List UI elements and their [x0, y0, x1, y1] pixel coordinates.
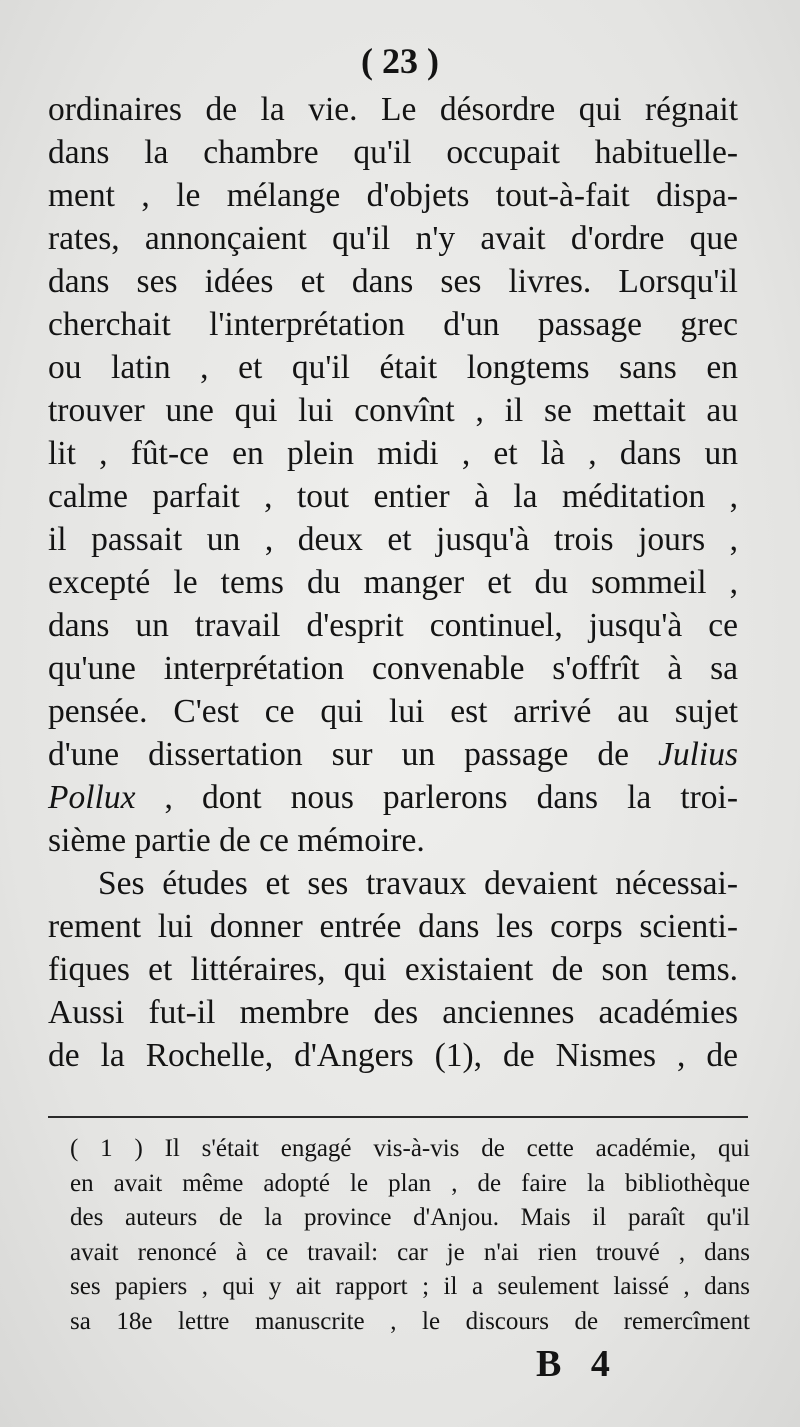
text-line: cherchait l'interprétation d'un passage grec [48, 306, 738, 343]
text-line: ordinaires de la vie. Le désordre qui régnait [48, 91, 738, 128]
footnote-line: ( 1 ) Il s'était engagé vis-à-vis de cette académie, qui [70, 1135, 750, 1162]
text-line-segment: , dont nous parlerons dans la troi- [135, 779, 738, 816]
italic-name: Julius [657, 736, 738, 773]
text-line [48, 776, 738, 819]
text-line: ou latin , et qu'il était longtems sans en [48, 349, 738, 386]
signature-mark: B 4 [536, 1343, 620, 1385]
main-text [48, 88, 738, 1077]
text-line: fiques et littéraires, qui existaient de son tems. [48, 951, 738, 988]
footnote-line: sa 18e lettre manuscrite , le discours de remercîment [70, 1307, 750, 1335]
footnote-line: en avait même adopté le plan , de faire la bibliothèque [70, 1169, 750, 1197]
footnote-line: des auteurs de la province d'Anjou. Mais il paraît qu'il [70, 1204, 750, 1231]
text-line: lit , fût-ce en plein midi , et là , dans un [48, 435, 738, 472]
text-line: rement lui donner entrée dans les corps scienti- [48, 908, 738, 945]
paragraph-end-line: sième partie de ce mémoire. [48, 822, 425, 859]
text-line: dans la chambre qu'il occupait habituelle- [48, 134, 738, 171]
text-line: pensée. C'est ce qui lui est arrivé au sujet [48, 693, 738, 730]
text-line: ment , le mélange d'objets tout-à-fait dispa- [48, 177, 738, 214]
footnote-line: ses papiers , qui y ait rapport ; il a seulement laissé , dans [70, 1273, 750, 1300]
footnote-line: avait renoncé à ce travail: car je n'ai rien trouvé , dans [70, 1238, 750, 1266]
italic-name: Pollux [48, 779, 136, 816]
text-line: calme parfait , tout entier à la méditation , [48, 478, 738, 515]
text-line: dans ses idées et dans ses livres. Lorsqu'il [48, 263, 738, 300]
text-line: excepté le tems du manger et du sommeil , [48, 564, 738, 601]
text-line: trouver une qui lui convînt , il se mettait au [48, 392, 738, 429]
page-number: ( 23 ) [361, 41, 439, 81]
text-line: Aussi fut-il membre des anciennes académies [48, 994, 738, 1031]
text-line: qu'une interprétation convenable s'offrît à sa [48, 650, 738, 687]
text-line: de la Rochelle, d'Angers (1), de Nismes , de [48, 1037, 738, 1074]
footnote [70, 1132, 750, 1339]
text-line: Ses études et ses travaux devaient nécessai- [98, 865, 738, 902]
text-line-segment: d'une dissertation sur un passage de [48, 736, 658, 773]
footnote-divider [48, 1116, 748, 1118]
text-line: dans un travail d'esprit continuel, jusqu'à ce [48, 607, 738, 644]
text-line: rates, annonçaient qu'il n'y avait d'ordre que [48, 220, 738, 257]
text-line [48, 733, 738, 776]
text-line: il passait un , deux et jusqu'à trois jours , [48, 521, 738, 558]
